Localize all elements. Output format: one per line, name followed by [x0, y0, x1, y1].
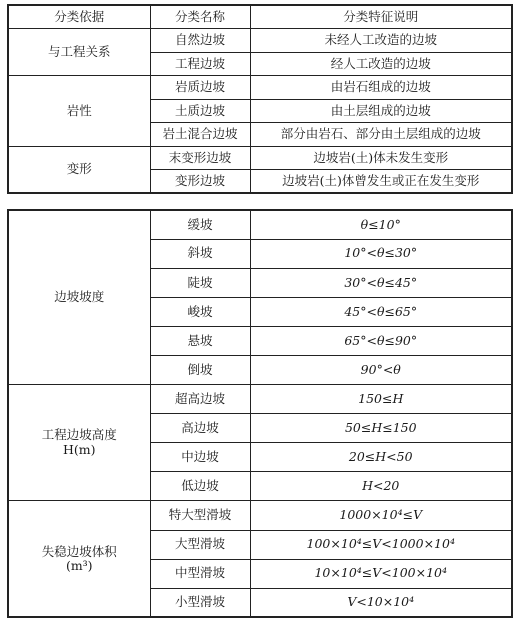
name-cell: 岩质边坡: [150, 76, 250, 100]
description-cell: 10×10⁴≤V<100×10⁴: [250, 559, 512, 588]
table-row: [8, 210, 512, 239]
name-cell: 大型滑坡: [150, 530, 250, 559]
description-cell: 100×10⁴≤V<1000×10⁴: [250, 530, 512, 559]
name-cell: 特大型滑坡: [150, 501, 250, 530]
header-basis: 分类依据: [8, 5, 150, 29]
header-description: 分类特征说明: [250, 5, 512, 29]
description-cell: 50≤H≤150: [250, 414, 512, 443]
name-cell: 中型滑坡: [150, 559, 250, 588]
name-cell: 变形边坡: [150, 170, 250, 194]
name-cell: 缓坡: [150, 210, 250, 239]
name-cell: 中边坡: [150, 443, 250, 472]
name-cell: 峻坡: [150, 297, 250, 326]
basis-line: 工程边坡高度: [41, 427, 117, 443]
name-cell: 陡坡: [150, 268, 250, 297]
classification-table-top: [7, 4, 513, 194]
header-name: 分类名称: [150, 5, 250, 29]
description-cell: 20≤H<50: [250, 443, 512, 472]
basis-cell: [8, 501, 150, 617]
basis-cell: 与工程关系: [8, 29, 150, 76]
basis-cell: 变形: [8, 146, 150, 193]
description-cell: 边坡岩(土)体未发生变形: [250, 146, 512, 170]
table-row: [8, 29, 512, 53]
name-cell: 土质边坡: [150, 99, 250, 123]
name-cell: 小型滑坡: [150, 588, 250, 617]
basis-line: 失稳边坡体积: [41, 543, 117, 559]
header-row: [8, 5, 512, 29]
basis-cell: 边坡坡度: [8, 210, 150, 385]
description-cell: 45°<θ≤65°: [250, 297, 512, 326]
description-cell: θ≤10°: [250, 210, 512, 239]
name-cell: 岩土混合边坡: [150, 123, 250, 147]
basis-unit: H(m): [62, 441, 96, 457]
description-cell: 由岩石组成的边坡: [250, 76, 512, 100]
name-cell: 工程边坡: [150, 52, 250, 76]
name-cell: 超高边坡: [150, 385, 250, 414]
description-cell: 边坡岩(土)体曾发生或正在发生变形: [250, 170, 512, 194]
description-cell: 65°<θ≤90°: [250, 326, 512, 355]
name-cell: 自然边坡: [150, 29, 250, 53]
basis-unit: (m³): [65, 557, 93, 573]
name-cell: 高边坡: [150, 414, 250, 443]
name-cell: 倒坡: [150, 355, 250, 384]
name-cell: 低边坡: [150, 472, 250, 501]
table-row: [8, 501, 512, 530]
basis-cell: [8, 385, 150, 501]
description-cell: 90°<θ: [250, 355, 512, 384]
name-cell: 斜坡: [150, 239, 250, 268]
name-cell: 末变形边坡: [150, 146, 250, 170]
table-row: [8, 146, 512, 170]
description-cell: 30°<θ≤45°: [250, 268, 512, 297]
table-row: [8, 385, 512, 414]
basis-cell: 岩性: [8, 76, 150, 147]
description-cell: 部分由岩石、部分由土层组成的边坡: [250, 123, 512, 147]
description-cell: 由土层组成的边坡: [250, 99, 512, 123]
name-cell: 悬坡: [150, 326, 250, 355]
description-cell: 经人工改造的边坡: [250, 52, 512, 76]
description-cell: 10°<θ≤30°: [250, 239, 512, 268]
classification-table-bottom: [7, 209, 513, 618]
description-cell: 150≤H: [250, 385, 512, 414]
description-cell: 未经人工改造的边坡: [250, 29, 512, 53]
description-cell: H<20: [250, 472, 512, 501]
description-cell: 1000×10⁴≤V: [250, 501, 512, 530]
description-cell: V<10×10⁴: [250, 588, 512, 617]
table-row: [8, 76, 512, 100]
